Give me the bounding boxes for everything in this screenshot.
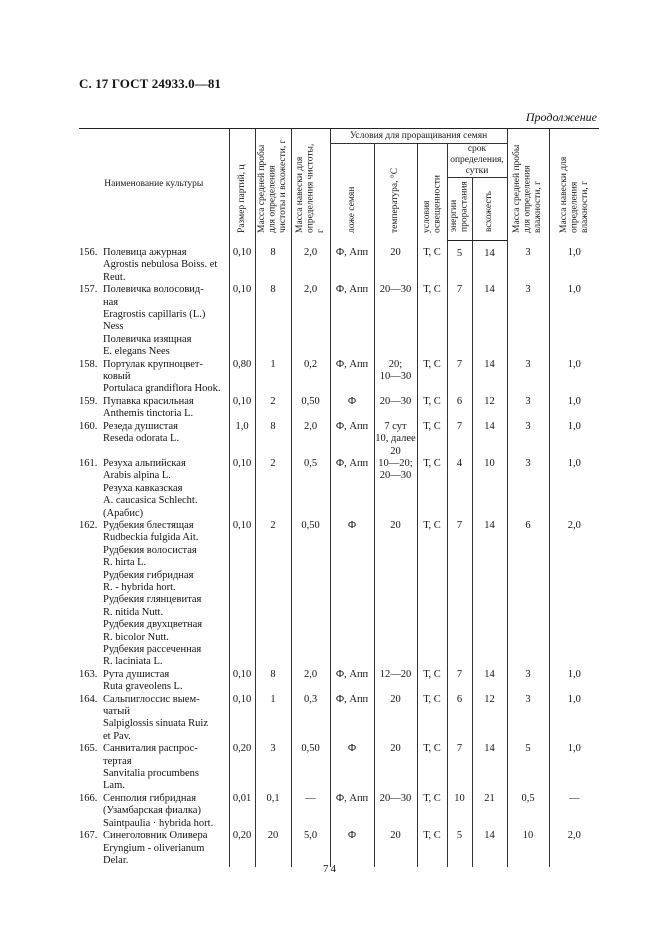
weighed-mass-moisture-cell: 1,0 xyxy=(549,359,599,396)
table-row xyxy=(79,240,599,284)
temperature-line: 7 сут xyxy=(384,420,407,432)
lot-size-cell: 0,10 xyxy=(229,458,255,520)
culture-name-cell xyxy=(79,669,229,694)
weighed-mass-moisture-cell: 1,0 xyxy=(549,458,599,520)
weighed-mass-moisture-cell: 1,0 xyxy=(549,240,599,284)
temperature-line: 20—30 xyxy=(379,792,412,804)
energy-cell: 7 xyxy=(447,421,472,458)
culture-name-line: Salpiglossis sinuata Ruiz xyxy=(103,718,208,730)
lot-size-cell: 0,10 xyxy=(229,694,255,744)
germination-cell: 14 xyxy=(472,669,507,694)
culture-name-cell xyxy=(79,421,229,458)
sample-mass-purity-cell: 2 xyxy=(255,458,291,520)
culture-name-cell xyxy=(79,830,229,867)
culture-name-line: Рудбекия блестящая xyxy=(103,519,194,531)
row-number: 161. xyxy=(79,457,98,469)
header-lighting: условия освещенности xyxy=(417,144,447,241)
table-row xyxy=(79,458,599,520)
culture-name-line: Lam. xyxy=(103,780,125,792)
weighed-mass-purity-cell: 0,50 xyxy=(291,396,330,421)
culture-name-cell xyxy=(79,743,229,793)
table-row xyxy=(79,743,599,793)
bed-cell: Ф, Апп xyxy=(330,359,374,396)
culture-name-line: Резуха кавказская xyxy=(103,482,183,494)
weighed-mass-moisture-cell: 1,0 xyxy=(549,284,599,358)
lot-size-cell: 0,10 xyxy=(229,396,255,421)
bed-cell: Ф, Апп xyxy=(330,284,374,358)
culture-name-line: E. elegans Nees xyxy=(103,346,170,358)
header-sample-mass-moisture: Масса средней пробы для определения влажности, г xyxy=(507,129,549,241)
lighting-cell: Т, С xyxy=(417,421,447,458)
culture-name-line: Полевичка изящная xyxy=(103,333,192,345)
temperature-cell xyxy=(374,421,417,458)
lot-size-cell: 0,10 xyxy=(229,284,255,358)
weighed-mass-purity-cell: 0,2 xyxy=(291,359,330,396)
header-weighed-mass-purity: Масса навески для определения чистоты, г xyxy=(291,129,330,241)
weighed-mass-purity-cell: 0,50 xyxy=(291,520,330,669)
culture-name-line: Portulaca grandiflora Hook. xyxy=(103,383,221,395)
sample-mass-moisture-cell: 3 xyxy=(507,458,549,520)
germination-cell: 12 xyxy=(472,396,507,421)
culture-name-line: Ness xyxy=(103,321,124,333)
culture-name-line: Сенполия гибридная xyxy=(103,792,197,804)
sample-mass-moisture-cell: 10 xyxy=(507,830,549,867)
culture-name-line: Рудбекия волосистая xyxy=(103,544,197,556)
lighting-cell: Т, С xyxy=(417,284,447,358)
sample-mass-moisture-cell: 3 xyxy=(507,284,549,358)
header-sample-mass-purity: Масса средней пробы для определения чистоты и всхожести, г xyxy=(255,129,291,241)
sample-mass-moisture-cell: 5 xyxy=(507,743,549,793)
temperature-cell xyxy=(374,743,417,793)
sample-mass-moisture-cell: 0,5 xyxy=(507,793,549,830)
row-number: 165. xyxy=(79,743,98,755)
culture-name-line: Eryngium - oliverianum xyxy=(103,842,205,854)
culture-name-line: Delar. xyxy=(103,854,129,866)
culture-name-line: R. bicolor Nutt. xyxy=(103,631,169,643)
temperature-line: 20; xyxy=(388,358,403,370)
header-bed: ложе семян xyxy=(330,144,374,241)
culture-name-line: R. nitida Nutt. xyxy=(103,606,164,618)
temperature-cell xyxy=(374,669,417,694)
energy-cell: 7 xyxy=(447,520,472,669)
weighed-mass-moisture-cell: 1,0 xyxy=(549,669,599,694)
lot-size-cell: 0,20 xyxy=(229,743,255,793)
page-header: С. 17 ГОСТ 24933.0—81 xyxy=(79,76,222,91)
header-germination-conditions: Условия для проращивания семян xyxy=(330,129,507,144)
row-number: 156. xyxy=(79,247,98,258)
culture-name-line: Синеголовник Оливера xyxy=(103,830,208,842)
temperature-line: 20 xyxy=(390,445,401,457)
sample-mass-purity-cell: 2 xyxy=(255,520,291,669)
header-lot-size: Размер партий, ц xyxy=(229,129,255,241)
temperature-cell xyxy=(374,694,417,744)
lot-size-cell: 0,10 xyxy=(229,669,255,694)
lighting-cell: Т, С xyxy=(417,359,447,396)
energy-cell: 6 xyxy=(447,694,472,744)
temperature-line: 20 xyxy=(390,693,401,705)
culture-name-line: (Узамбарская фиалка) xyxy=(103,805,201,817)
table-row xyxy=(79,396,599,421)
culture-name-cell xyxy=(79,694,229,744)
sample-mass-purity-cell: 3 xyxy=(255,743,291,793)
row-number: 167. xyxy=(79,830,98,842)
culture-name-line: Arabis alpina L. xyxy=(103,470,171,482)
row-number: 162. xyxy=(79,519,98,531)
temperature-line: 10—20; xyxy=(378,457,413,469)
header-germination: всхожесть xyxy=(472,178,507,241)
energy-cell: 7 xyxy=(447,743,472,793)
continuation-label: Продолжение xyxy=(525,110,597,124)
bed-cell: Ф, Апп xyxy=(330,240,374,284)
table-row xyxy=(79,669,599,694)
culture-name-line: Сальпиглоссис выем- xyxy=(103,693,200,705)
energy-cell: 7 xyxy=(447,359,472,396)
lot-size-cell: 0,10 xyxy=(229,240,255,284)
row-number: 158. xyxy=(79,358,98,370)
weighed-mass-moisture-cell: 2,0 xyxy=(549,830,599,867)
lighting-cell: Т, С xyxy=(417,520,447,669)
weighed-mass-moisture-cell: 1,0 xyxy=(549,694,599,744)
lighting-cell: Т, С xyxy=(417,396,447,421)
bed-cell: Ф, Апп xyxy=(330,793,374,830)
temperature-cell xyxy=(374,284,417,358)
culture-name-cell xyxy=(79,520,229,669)
temperature-cell xyxy=(374,793,417,830)
culture-name-cell xyxy=(79,240,229,284)
sample-mass-moisture-cell: 3 xyxy=(507,240,549,284)
table-row xyxy=(79,520,599,669)
temperature-line: 20—30 xyxy=(379,395,412,407)
row-number: 159. xyxy=(79,395,98,407)
culture-name-line: чатый xyxy=(103,706,130,718)
culture-name-line: A. caucasica Schlecht. xyxy=(103,495,198,507)
sample-mass-moisture-cell: 3 xyxy=(507,396,549,421)
culture-name-line: et Pav. xyxy=(103,730,131,742)
lighting-cell: Т, С xyxy=(417,669,447,694)
bed-cell: Ф, Апп xyxy=(330,669,374,694)
culture-name-line: R. hirta L. xyxy=(103,557,147,569)
sample-mass-moisture-cell: 3 xyxy=(507,694,549,744)
culture-name-line: Резеда душистая xyxy=(103,420,178,432)
bed-cell: Ф xyxy=(330,520,374,669)
weighed-mass-moisture-cell: 1,0 xyxy=(549,421,599,458)
sample-mass-moisture-cell: 3 xyxy=(507,669,549,694)
culture-name-line: Reseda odorata L. xyxy=(103,433,180,445)
sample-mass-purity-cell: 20 xyxy=(255,830,291,867)
culture-name-line: Saintpaulia · hybrida hort. xyxy=(103,817,214,829)
energy-cell: 6 xyxy=(447,396,472,421)
energy-cell: 5 xyxy=(447,830,472,867)
culture-name-line: Полевица ажурная xyxy=(103,247,187,258)
culture-name-line: Санвиталия распрос- xyxy=(103,743,198,755)
sample-mass-moisture-cell: 3 xyxy=(507,421,549,458)
germination-cell: 14 xyxy=(472,359,507,396)
germination-cell: 14 xyxy=(472,743,507,793)
sample-mass-purity-cell: 2 xyxy=(255,396,291,421)
germination-cell: 14 xyxy=(472,421,507,458)
germination-cell: 12 xyxy=(472,694,507,744)
weighed-mass-moisture-cell: 2,0 xyxy=(549,520,599,669)
sample-mass-moisture-cell: 3 xyxy=(507,359,549,396)
row-number: 164. xyxy=(79,693,98,705)
weighed-mass-moisture-cell: 1,0 xyxy=(549,743,599,793)
weighed-mass-purity-cell: 2,0 xyxy=(291,669,330,694)
energy-cell: 5 xyxy=(447,240,472,284)
header-name: Наименование культуры xyxy=(79,129,229,241)
page-number: 74 xyxy=(323,863,338,875)
lighting-cell: Т, С xyxy=(417,694,447,744)
header-term: срок определения, сутки xyxy=(447,144,507,178)
culture-name-line: ная xyxy=(103,296,119,308)
sample-mass-purity-cell: 0,1 xyxy=(255,793,291,830)
culture-name-cell xyxy=(79,396,229,421)
temperature-cell xyxy=(374,458,417,520)
germination-cell: 14 xyxy=(472,240,507,284)
culture-name-line: Eragrostis capillaris (L.) xyxy=(103,309,206,321)
culture-name-line: Ruta graveolens L. xyxy=(103,681,183,693)
germination-cell: 10 xyxy=(472,458,507,520)
sample-mass-moisture-cell: 6 xyxy=(507,520,549,669)
weighed-mass-moisture-cell: 1,0 xyxy=(549,396,599,421)
culture-name-line: Rudbeckia fulgida Ait. xyxy=(103,532,199,544)
culture-name-line: Agrostis nebulosa Boiss. et xyxy=(103,259,218,271)
temperature-cell xyxy=(374,240,417,284)
weighed-mass-purity-cell: 0,5 xyxy=(291,458,330,520)
weighed-mass-purity-cell: 2,0 xyxy=(291,284,330,358)
table-row xyxy=(79,284,599,358)
culture-name-line: Портулак крупноцвет- xyxy=(103,358,204,370)
sample-mass-purity-cell: 8 xyxy=(255,240,291,284)
table-row xyxy=(79,830,599,867)
bed-cell: Ф, Апп xyxy=(330,421,374,458)
temperature-cell xyxy=(374,830,417,867)
energy-cell: 4 xyxy=(447,458,472,520)
header-energy: энергии прорастания xyxy=(447,178,472,241)
row-number: 160. xyxy=(79,420,98,432)
temperature-cell xyxy=(374,396,417,421)
temperature-line: 12—20 xyxy=(379,668,412,680)
culture-name-line: R. - hybrida hort. xyxy=(103,581,176,593)
weighed-mass-purity-cell: 5,0 xyxy=(291,830,330,867)
germination-cell: 14 xyxy=(472,520,507,669)
bed-cell: Ф, Апп xyxy=(330,458,374,520)
lot-size-cell: 0,80 xyxy=(229,359,255,396)
germination-cell: 21 xyxy=(472,793,507,830)
energy-cell: 10 xyxy=(447,793,472,830)
culture-name-line: Sanvitalia procumbens xyxy=(103,768,199,780)
culture-name-cell xyxy=(79,359,229,396)
energy-cell: 7 xyxy=(447,284,472,358)
sample-mass-purity-cell: 8 xyxy=(255,421,291,458)
header-weighed-mass-moisture: Масса навески для определения влажности, г xyxy=(549,129,599,241)
temperature-cell xyxy=(374,520,417,669)
culture-name-line: Резуха альпийская xyxy=(103,457,186,469)
temperature-line: 20 xyxy=(390,743,401,755)
culture-name-line: Anthemis tinctoria L. xyxy=(103,408,194,420)
culture-name-line: Пупавка красильная xyxy=(103,395,194,407)
culture-name-line: Рута душистая xyxy=(103,668,170,680)
culture-name-line: (Арабис) xyxy=(103,507,144,519)
weighed-mass-moisture-cell: — xyxy=(549,793,599,830)
table-row xyxy=(79,694,599,744)
temperature-line: 10—30 xyxy=(379,371,412,383)
lot-size-cell: 0,20 xyxy=(229,830,255,867)
germination-cell: 14 xyxy=(472,830,507,867)
sample-mass-purity-cell: 1 xyxy=(255,694,291,744)
culture-name-line: R. laciniata L. xyxy=(103,656,163,668)
row-number: 166. xyxy=(79,792,98,804)
temperature-line: 10, далее xyxy=(375,433,416,445)
germination-cell: 14 xyxy=(472,284,507,358)
bed-cell: Ф xyxy=(330,396,374,421)
temperature-line: 20 xyxy=(390,519,401,531)
culture-name-line: Reut. xyxy=(103,271,126,283)
culture-name-cell xyxy=(79,793,229,830)
culture-name-line: Полевичка волосовид- xyxy=(103,284,204,296)
lot-size-cell: 1,0 xyxy=(229,421,255,458)
weighed-mass-purity-cell: 2,0 xyxy=(291,240,330,284)
lighting-cell: Т, С xyxy=(417,458,447,520)
culture-name-cell xyxy=(79,458,229,520)
lighting-cell: Т, С xyxy=(417,793,447,830)
header-temperature: температура, °С xyxy=(374,144,417,241)
table-row xyxy=(79,359,599,396)
energy-cell: 7 xyxy=(447,669,472,694)
lot-size-cell: 0,10 xyxy=(229,520,255,669)
temperature-line: 20 xyxy=(390,247,401,258)
weighed-mass-purity-cell: 0,50 xyxy=(291,743,330,793)
sample-mass-purity-cell: 8 xyxy=(255,669,291,694)
lighting-cell: Т, С xyxy=(417,830,447,867)
temperature-line: 20—30 xyxy=(379,470,412,482)
table-row xyxy=(79,793,599,830)
culture-name-line: ковый xyxy=(103,371,131,383)
weighed-mass-purity-cell: 0,3 xyxy=(291,694,330,744)
weighed-mass-purity-cell: 2,0 xyxy=(291,421,330,458)
row-number: 157. xyxy=(79,284,98,296)
seed-germination-table xyxy=(79,128,599,867)
table-row xyxy=(79,421,599,458)
culture-name-line: Рудбекия гибридная xyxy=(103,569,194,581)
temperature-line: 20—30 xyxy=(379,284,412,296)
culture-name-line: Рудбекия рассеченная xyxy=(103,644,202,655)
lot-size-cell: 0,01 xyxy=(229,793,255,830)
bed-cell: Ф, Апп xyxy=(330,694,374,744)
culture-name-line: тертая xyxy=(103,755,132,767)
culture-name-line: Рудбекия глянцевитая xyxy=(103,594,202,606)
lighting-cell: Т, С xyxy=(417,240,447,284)
row-number: 163. xyxy=(79,668,98,680)
culture-name-line: Рудбекия двухцветная xyxy=(103,619,203,631)
temperature-line: 20 xyxy=(390,830,401,842)
bed-cell: Ф xyxy=(330,830,374,867)
sample-mass-purity-cell: 1 xyxy=(255,359,291,396)
culture-name-cell xyxy=(79,284,229,358)
bed-cell: Ф xyxy=(330,743,374,793)
lighting-cell: Т, С xyxy=(417,743,447,793)
sample-mass-purity-cell: 8 xyxy=(255,284,291,358)
weighed-mass-purity-cell: — xyxy=(291,793,330,830)
temperature-cell xyxy=(374,359,417,396)
